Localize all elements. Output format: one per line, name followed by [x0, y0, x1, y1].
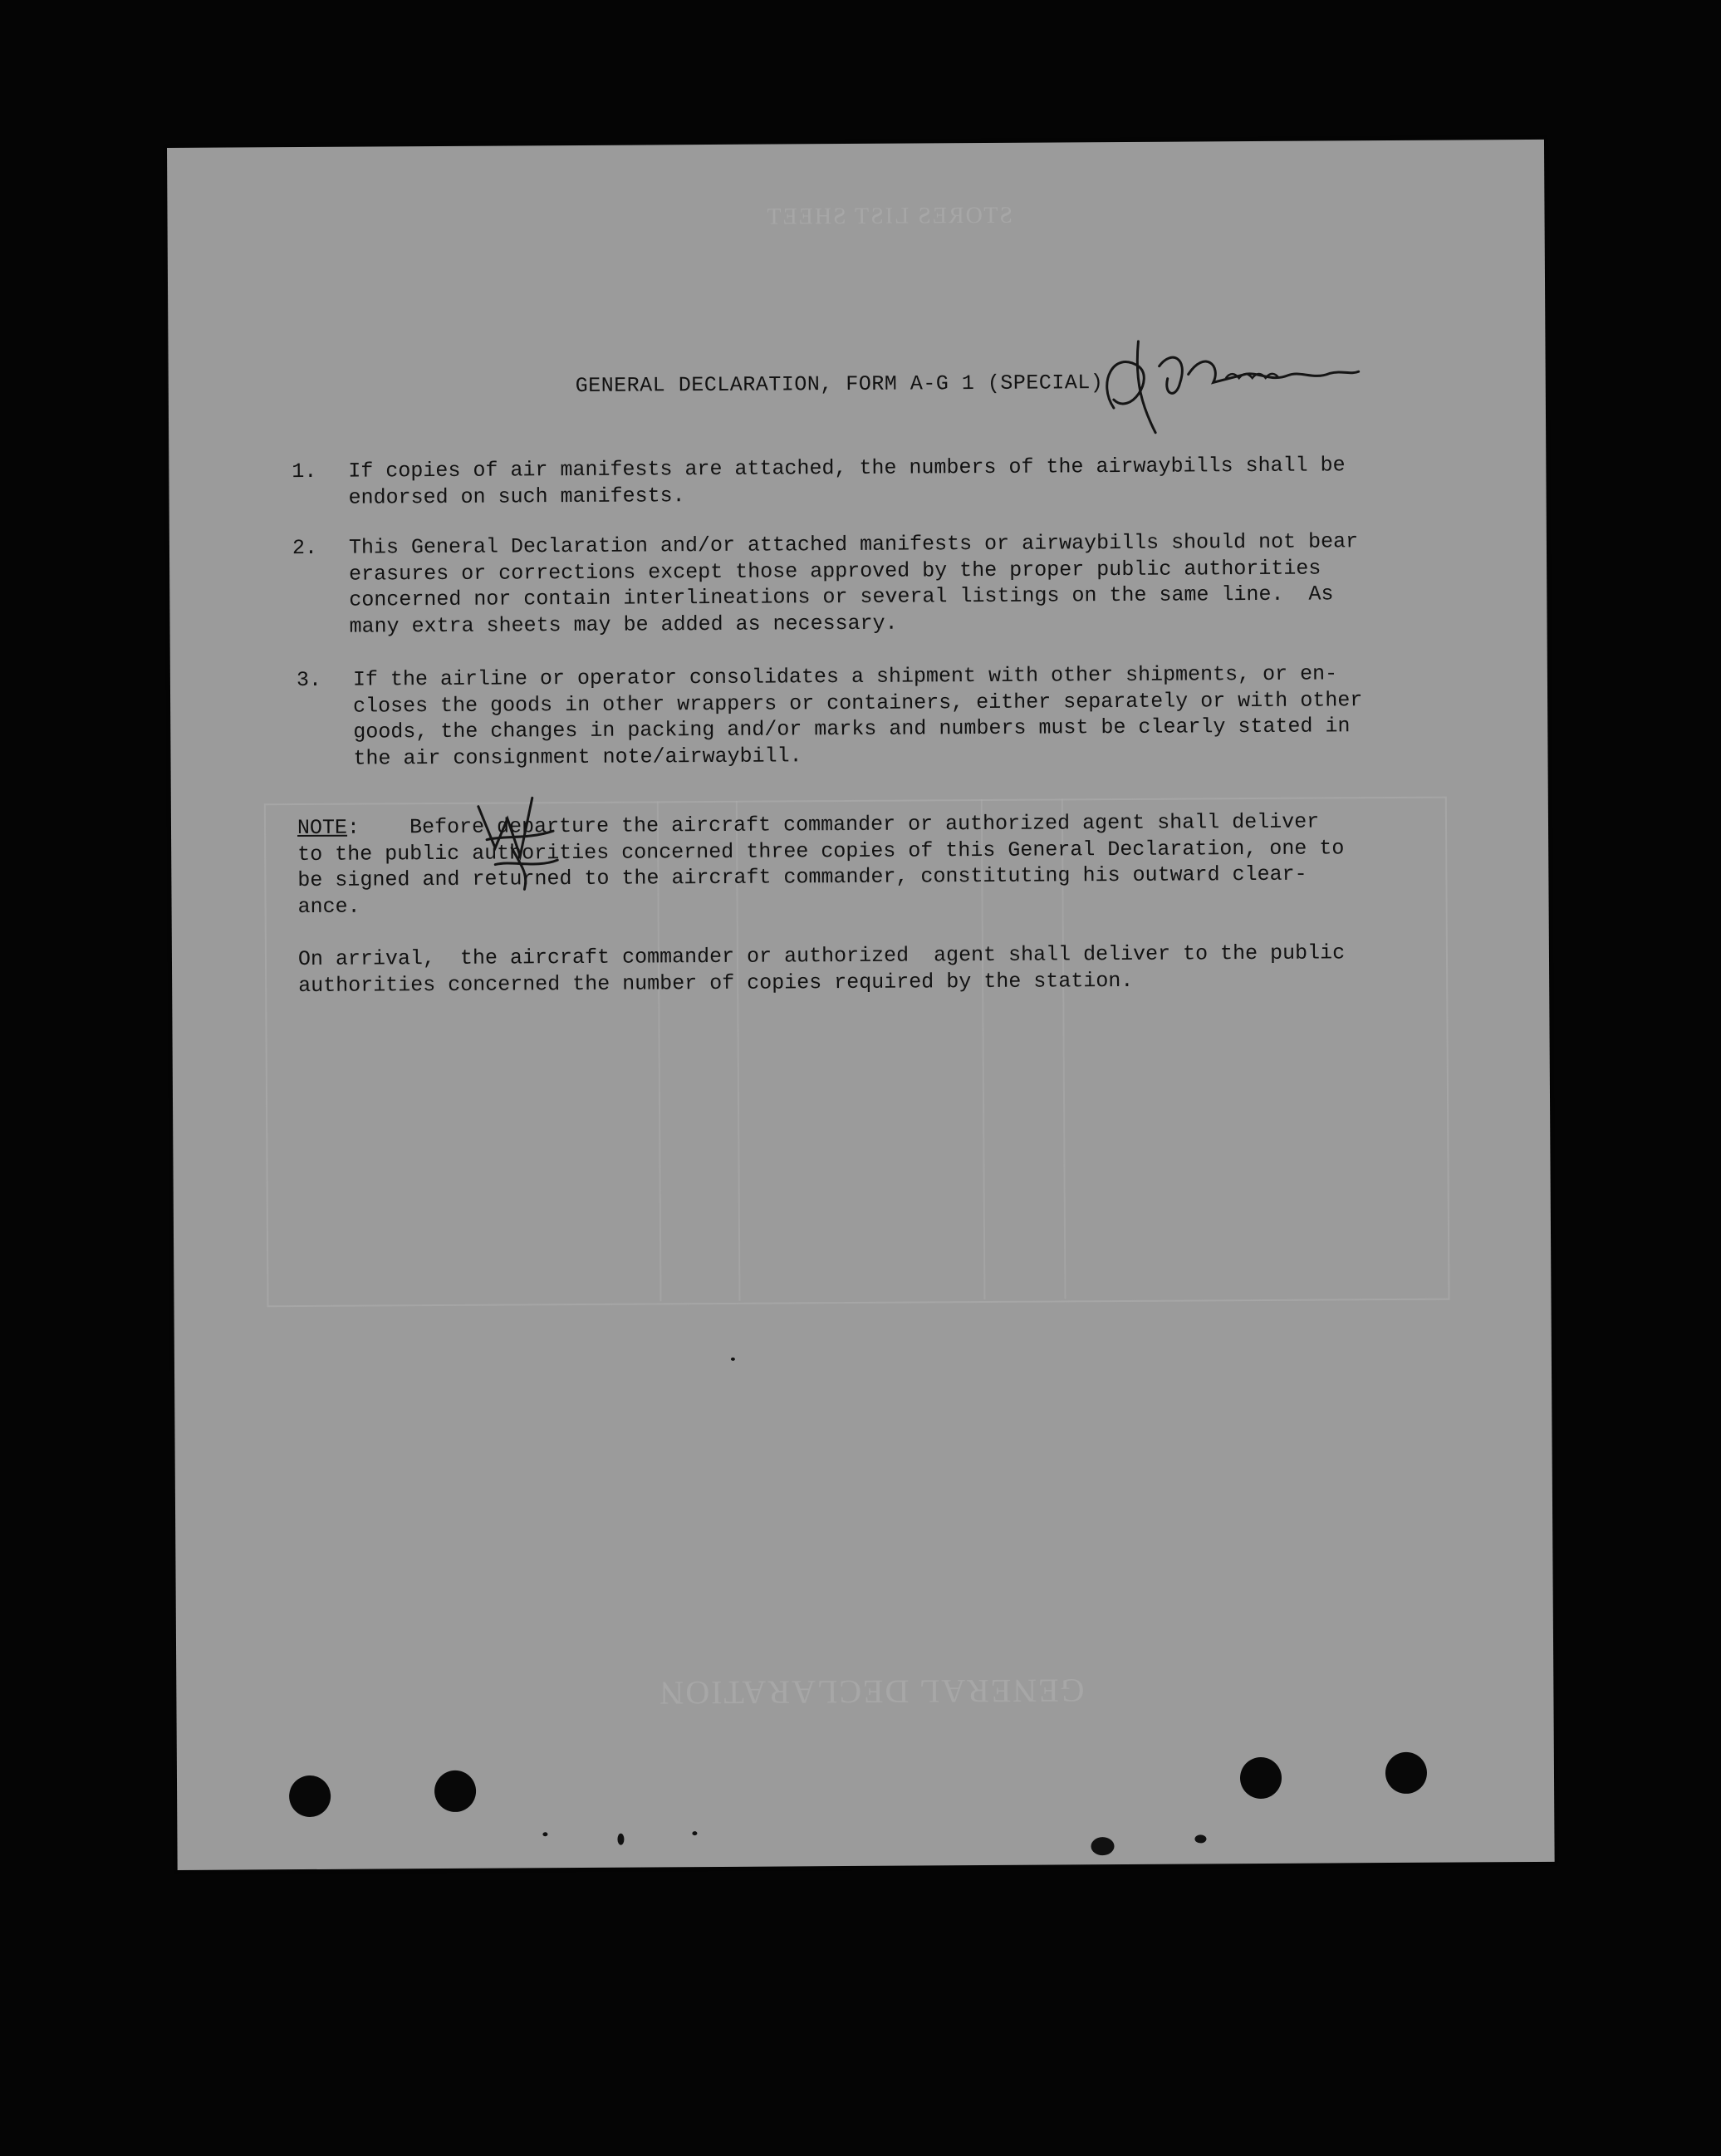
- item-line: closes the goods in other wrappers or containers, either separately or with other: [353, 687, 1363, 719]
- scan-speck: [1194, 1834, 1206, 1843]
- item-line: many extra sheets may be added as necessary.: [349, 611, 898, 639]
- bleed-through-heading-top: STORES LIST SHEET: [765, 202, 1013, 230]
- bleed-through-heading-bottom: GENERAL DECLARATION: [658, 1672, 1085, 1712]
- item-number: 1.: [292, 459, 317, 484]
- item-number: 3.: [296, 667, 322, 693]
- note-line: be signed and returned to the aircraft commander, constituting his outward clear-: [297, 862, 1307, 893]
- punch-hole: [1240, 1757, 1282, 1799]
- item-text: [349, 528, 1359, 639]
- note-first-line-text: : Before departure the aircraft commander or authorized agent shall deliver: [346, 809, 1320, 840]
- item-text: [348, 452, 1346, 510]
- instruction-item: [292, 528, 1381, 640]
- item-line: If copies of air manifests are attached, the numbers of the airwaybills shall be: [348, 453, 1346, 484]
- item-line: goods, the changes in packing and/or marks and numbers must be clearly stated in: [353, 714, 1351, 744]
- form-title: GENERAL DECLARATION, FORM A-G 1 (SPECIAL): [575, 371, 1104, 399]
- item-line: the air consignment note/airwaybill.: [353, 743, 802, 771]
- arrival-line: authorities concerned the number of copies required by the station.: [298, 968, 1134, 998]
- item-line: endorsed on such manifests.: [348, 483, 685, 510]
- scan-speck: [692, 1831, 697, 1835]
- scan-speck: [542, 1832, 547, 1836]
- document-sheet: [167, 140, 1555, 1870]
- item-line: concerned nor contain interlineations or several listings on the same line. As: [349, 582, 1334, 612]
- arrival-paragraph: [298, 940, 1411, 999]
- scan-speck: [731, 1358, 735, 1361]
- item-line: If the airline or operator consolidates a shipment with other shipments, or en-: [352, 661, 1338, 692]
- scan-speck: [617, 1834, 624, 1845]
- note-line: ance.: [297, 894, 360, 919]
- punch-hole: [434, 1770, 476, 1812]
- item-text: [353, 661, 1363, 771]
- handwritten-initials: [462, 789, 571, 898]
- item-number: 2.: [292, 535, 318, 561]
- punch-hole: [1385, 1752, 1427, 1794]
- scan-speck: [1091, 1837, 1114, 1855]
- handwritten-signature: [1080, 315, 1363, 441]
- instruction-item: [297, 661, 1385, 772]
- note-label: NOTE: [297, 815, 348, 841]
- note-line: to the public authorities concerned three copies of this General Declaration, one to: [297, 835, 1345, 867]
- punch-hole: [289, 1775, 331, 1817]
- item-line: erasures or corrections except those approved by the proper public authorities: [349, 556, 1321, 587]
- arrival-line: On arrival, the aircraft commander or authorized agent shall deliver to the public: [297, 940, 1346, 972]
- item-line: This General Declaration and/or attached manifests or airwaybills should not bear: [348, 529, 1359, 560]
